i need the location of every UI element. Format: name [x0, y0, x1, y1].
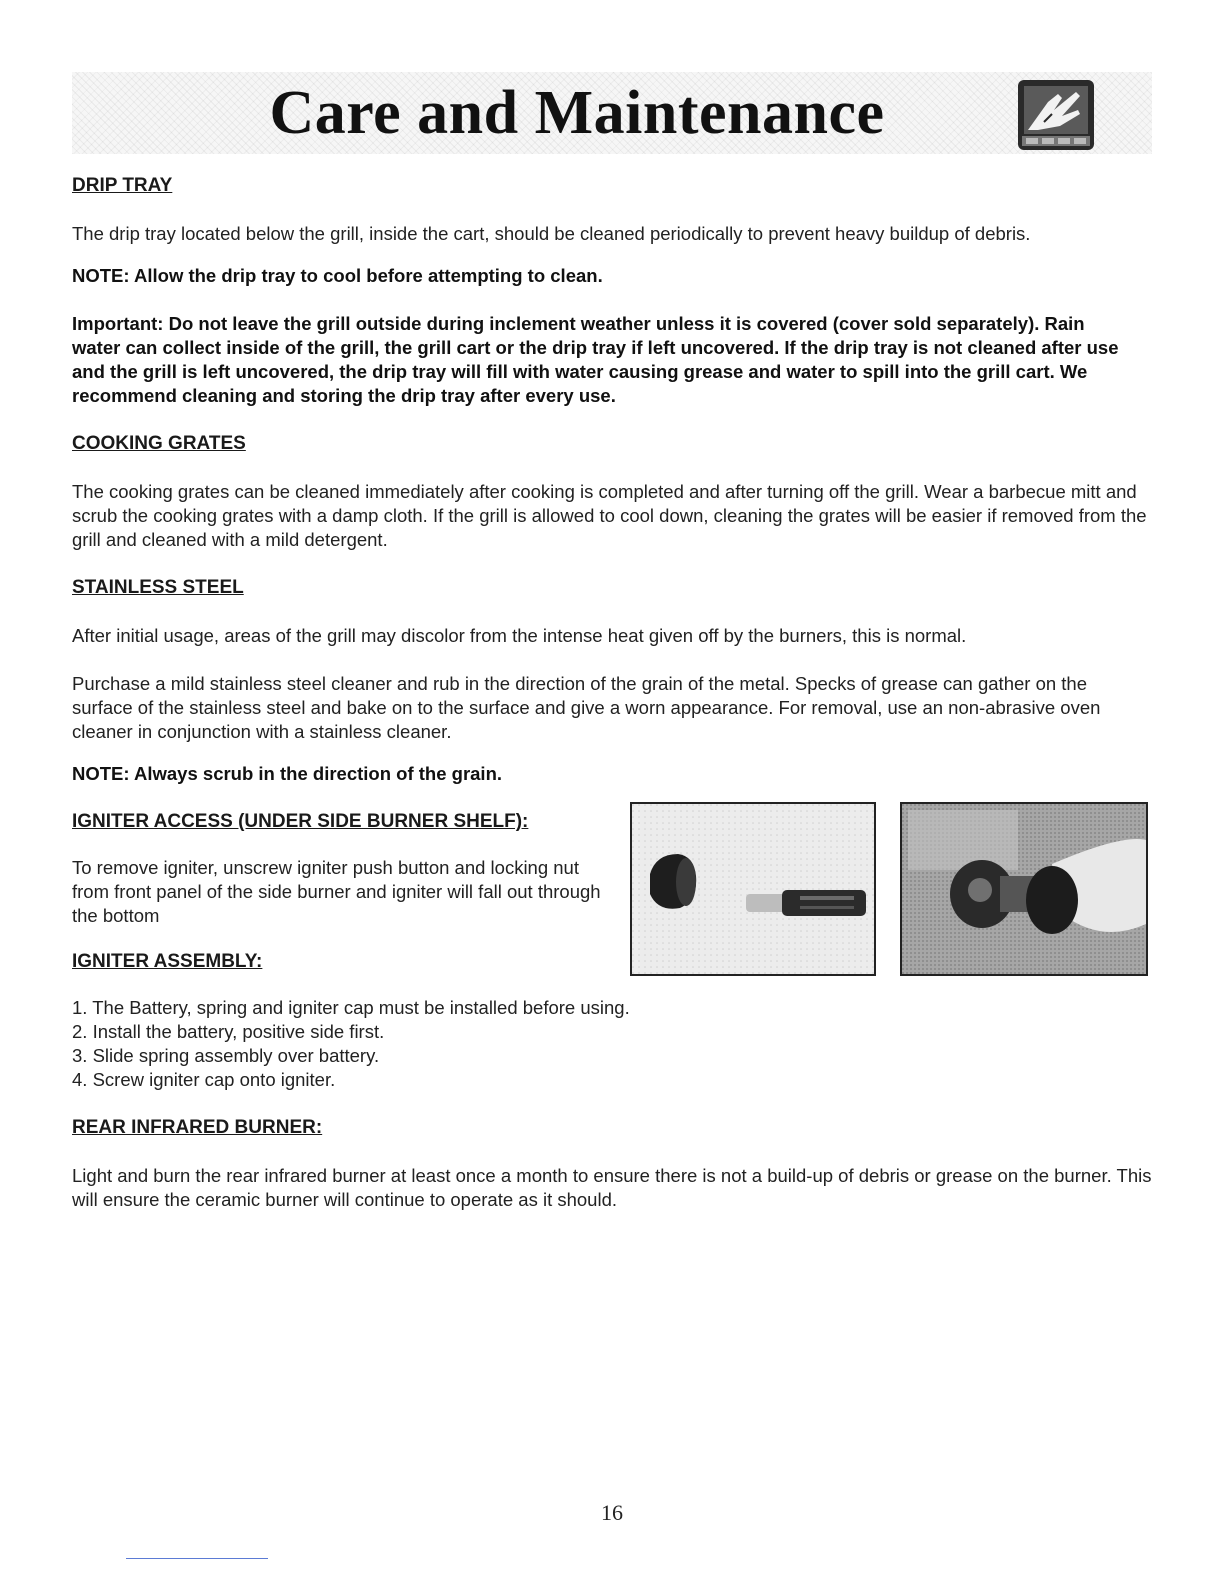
list-item: 2. Install the battery, positive side first.: [72, 1021, 385, 1042]
igniter-access-heading: IGNITER ACCESS (UNDER SIDE BURNER SHELF):: [72, 811, 529, 832]
drip-tray-note: NOTE: Allow the drip tray to cool before attempting to clean.: [72, 265, 603, 286]
igniter-assembly-steps: [72, 996, 972, 1092]
page-number: 16: [601, 1500, 623, 1525]
list-item: 3. Slide spring assembly over battery.: [72, 1045, 380, 1066]
stainless-steel-body-1: After initial usage, areas of the grill may discolor from the intense heat given off by the burners, this is normal.: [72, 625, 967, 646]
stainless-steel-note: NOTE: Always scrub in the direction of the grain.: [72, 763, 503, 784]
drip-tray-heading: DRIP TRAY: [72, 175, 173, 196]
igniter-installed-photo: [900, 802, 1148, 976]
footer-divider: [126, 1558, 268, 1559]
igniter-parts-photo: [630, 802, 876, 976]
igniter-access-body: To remove igniter, unscrew igniter push button and locking nut from front panel of the side burner and igniter will fall out through the bottom: [72, 857, 601, 926]
rear-infrared-body: Light and burn the rear infrared burner at least once a month to ensure there is not a build-up of debris or grease on the burner. This will ensure the ceramic burner will continue to operate as it should.: [72, 1165, 1152, 1210]
page-title: Care and Maintenance: [269, 79, 885, 147]
list-item: 4. Screw igniter cap onto igniter.: [72, 1069, 336, 1090]
stainless-steel-body-2: Purchase a mild stainless steel cleaner and rub in the direction of the grain of the metal. Specks of grease can gather on the surface of the stainless steel and bake on to the surface and give a worn appearance. For removal, use an non-abrasive oven cleaner in conjunction with a stainless cleaner.: [72, 673, 1101, 742]
list-item: 1. The Battery, spring and igniter cap must be installed before using.: [72, 997, 630, 1018]
igniter-assembly-heading: IGNITER ASSEMBLY:: [72, 951, 263, 972]
drip-tray-important: Important: Do not leave the grill outside during inclement weather unless it is covered (cover sold separately). Rain water can collect inside of the grill, the grill cart or the drip tray if left uncovered. If the drip tray is not cleaned after use and the grill is left uncovered, the drip tray will fill with water causing grease and water to spill into the grill cart. We recommend cleaning and storing the drip tray after every use.: [72, 313, 1119, 406]
stainless-steel-heading: STAINLESS STEEL: [72, 577, 244, 598]
header-banner: [72, 72, 1152, 154]
cooking-grates-body: The cooking grates can be cleaned immediately after cooking is completed and after turning off the grill. Wear a barbecue mitt and scrub the cooking grates with a damp cloth. If the grill is allowed to cool down, cleaning the grates will be easier if removed from the grill and cleaned with a mild detergent.: [72, 481, 1147, 550]
hand-cleaning-icon: [1018, 80, 1094, 150]
rear-infrared-heading: REAR INFRARED BURNER:: [72, 1117, 323, 1138]
cooking-grates-heading: COOKING GRATES: [72, 433, 246, 454]
drip-tray-body: The drip tray located below the grill, inside the cart, should be cleaned periodically to prevent heavy buildup of debris.: [72, 223, 1031, 244]
